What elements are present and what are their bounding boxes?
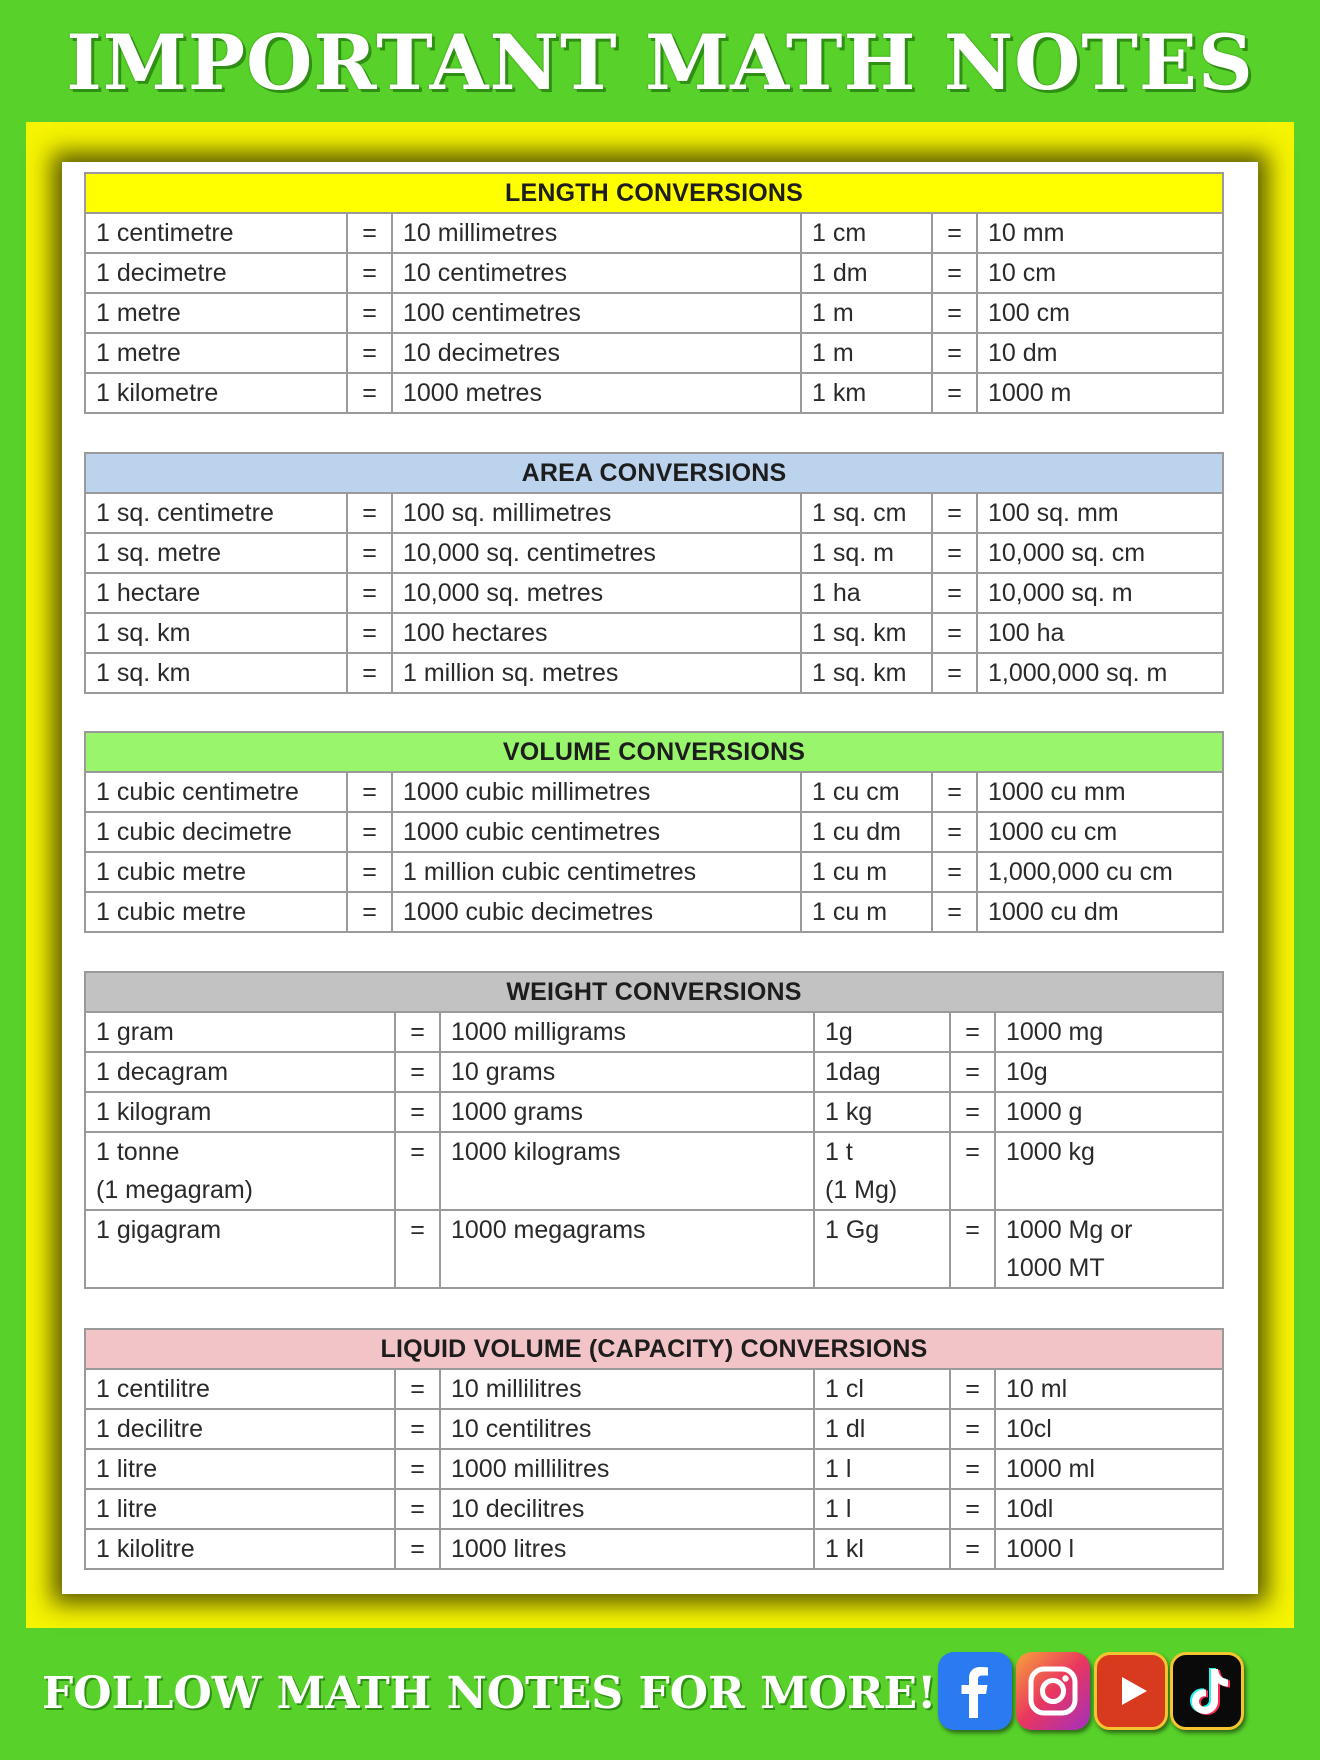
table-row: [85, 373, 1223, 413]
equals-sign: =: [395, 1489, 440, 1529]
cell: 1 cubic centimetre: [85, 772, 347, 812]
equals-sign: =: [932, 333, 977, 373]
equals-sign: =: [932, 852, 977, 892]
length-section: [84, 172, 1222, 414]
cell: 1 dm: [801, 253, 932, 293]
cell: 1 cubic decimetre: [85, 812, 347, 852]
cell: 1000 cu mm: [977, 772, 1223, 812]
cell: 1 sq. km: [801, 613, 932, 653]
cell: 1000 cu dm: [977, 892, 1223, 932]
cell: 10,000 sq. metres: [392, 573, 801, 613]
table-row: [85, 1052, 1223, 1092]
cell: 10g: [995, 1052, 1223, 1092]
table-row: [85, 1409, 1223, 1449]
cell: 10 cm: [977, 253, 1223, 293]
cell: 1000 grams: [440, 1092, 814, 1132]
cell: 1 cl: [814, 1369, 950, 1409]
cell: 1 cu m: [801, 852, 932, 892]
cell: 100 ha: [977, 613, 1223, 653]
cell: 1 million sq. metres: [392, 653, 801, 693]
tiktok-icon[interactable]: [1170, 1652, 1244, 1730]
cell: 1 metre: [85, 293, 347, 333]
instagram-icon[interactable]: [1016, 1652, 1090, 1730]
table-row: [85, 1369, 1223, 1409]
cell: 10,000 sq. centimetres: [392, 533, 801, 573]
cell: 100 centimetres: [392, 293, 801, 333]
facebook-icon[interactable]: [938, 1652, 1012, 1730]
cell: 1 kg: [814, 1092, 950, 1132]
cell: 1 kilometre: [85, 373, 347, 413]
page-title: IMPORTANT MATH NOTES: [66, 18, 1254, 107]
cell: 1 sq. cm: [801, 493, 932, 533]
cell: 1000 ml: [995, 1449, 1223, 1489]
length-table: [84, 172, 1224, 414]
cell: 1000 m: [977, 373, 1223, 413]
cell: 100 hectares: [392, 613, 801, 653]
cell: 10 millilitres: [440, 1369, 814, 1409]
cell: 10cl: [995, 1409, 1223, 1449]
cell: 1000 cubic millimetres: [392, 772, 801, 812]
cell: 1 cu m: [801, 892, 932, 932]
table-row: [85, 333, 1223, 373]
cell: 1 kl: [814, 1529, 950, 1569]
table-row: [85, 613, 1223, 653]
equals-sign: =: [347, 852, 392, 892]
equals-sign: =: [932, 772, 977, 812]
equals-sign: =: [347, 493, 392, 533]
equals-sign: =: [932, 533, 977, 573]
cell: 1 hectare: [85, 573, 347, 613]
weight-title: WEIGHT CONVERSIONS: [85, 972, 1223, 1012]
equals-sign: =: [950, 1369, 995, 1409]
table-row: [85, 812, 1223, 852]
equals-sign: =: [932, 653, 977, 693]
table-row: [85, 1210, 1223, 1288]
equals-sign: =: [395, 1210, 440, 1288]
cell: [85, 1132, 395, 1210]
cell: 1000 millilitres: [440, 1449, 814, 1489]
area-title: AREA CONVERSIONS: [85, 453, 1223, 493]
equals-sign: =: [950, 1052, 995, 1092]
equals-sign: =: [347, 892, 392, 932]
cell: 1000 kg: [995, 1132, 1223, 1210]
cell: 100 sq. mm: [977, 493, 1223, 533]
equals-sign: =: [347, 293, 392, 333]
cell: 1 sq. centimetre: [85, 493, 347, 533]
equals-sign: =: [932, 373, 977, 413]
equals-sign: =: [950, 1529, 995, 1569]
equals-sign: =: [347, 533, 392, 573]
equals-sign: =: [932, 253, 977, 293]
cell: 10 centilitres: [440, 1409, 814, 1449]
cell: 10dl: [995, 1489, 1223, 1529]
equals-sign: =: [347, 613, 392, 653]
equals-sign: =: [395, 1012, 440, 1052]
cell: 1 metre: [85, 333, 347, 373]
cell: 1 sq. km: [85, 613, 347, 653]
cell: 1 litre: [85, 1449, 395, 1489]
equals-sign: =: [950, 1210, 995, 1288]
equals-sign: =: [932, 613, 977, 653]
cell: 1 dl: [814, 1409, 950, 1449]
cell: 1 m: [801, 293, 932, 333]
cell: 1 litre: [85, 1489, 395, 1529]
table-row: [85, 852, 1223, 892]
equals-sign: =: [950, 1012, 995, 1052]
cell: 1 cm: [801, 213, 932, 253]
cell: 1 cubic metre: [85, 852, 347, 892]
cell-line: (1 megagram): [96, 1176, 253, 1204]
cell: 1 l: [814, 1449, 950, 1489]
area-section: [84, 452, 1222, 694]
cell: 1 km: [801, 373, 932, 413]
table-row: [85, 533, 1223, 573]
cell: 1000 megagrams: [440, 1210, 814, 1288]
equals-sign: =: [347, 573, 392, 613]
weight-table: [84, 971, 1224, 1289]
cell-line: 1 tonne: [96, 1138, 180, 1166]
cell: 1g: [814, 1012, 950, 1052]
equals-sign: =: [395, 1449, 440, 1489]
cell: 1 ha: [801, 573, 932, 613]
cell: 1000 milligrams: [440, 1012, 814, 1052]
liquid-table: [84, 1328, 1224, 1570]
table-row: [85, 213, 1223, 253]
cell: 1000 kilograms: [440, 1132, 814, 1210]
cell: 10 ml: [995, 1369, 1223, 1409]
footer-cta: FOLLOW MATH NOTES FOR MORE!: [42, 1668, 937, 1719]
cell: 10 decimetres: [392, 333, 801, 373]
cell-line: (1 Mg): [825, 1176, 898, 1204]
area-table: [84, 452, 1224, 694]
table-row: [85, 573, 1223, 613]
cell: 1 sq. m: [801, 533, 932, 573]
cell-line: 1000 MT: [1006, 1254, 1105, 1282]
equals-sign: =: [347, 253, 392, 293]
cell: 1 Gg: [814, 1210, 950, 1288]
cell: 10,000 sq. cm: [977, 533, 1223, 573]
cell: 100 sq. millimetres: [392, 493, 801, 533]
weight-section: [84, 971, 1222, 1289]
cell: 1000 metres: [392, 373, 801, 413]
equals-sign: =: [395, 1409, 440, 1449]
cell: 1000 l: [995, 1529, 1223, 1569]
cell: 1 cu cm: [801, 772, 932, 812]
cell-line: 1 t: [825, 1138, 853, 1166]
equals-sign: =: [950, 1092, 995, 1132]
table-row: [85, 1489, 1223, 1529]
table-row: [85, 772, 1223, 812]
cell: 1000 g: [995, 1092, 1223, 1132]
cell: 1000 cubic decimetres: [392, 892, 801, 932]
cell: 1 cu dm: [801, 812, 932, 852]
cell: 1000 mg: [995, 1012, 1223, 1052]
equals-sign: =: [347, 812, 392, 852]
cell-line: 1000 Mg or: [1006, 1216, 1133, 1244]
cell: 1 sq. km: [801, 653, 932, 693]
liquid-title: LIQUID VOLUME (CAPACITY) CONVERSIONS: [85, 1329, 1223, 1369]
cell: 10 dm: [977, 333, 1223, 373]
cell: 1 decagram: [85, 1052, 395, 1092]
equals-sign: =: [395, 1369, 440, 1409]
cell: 10 centimetres: [392, 253, 801, 293]
equals-sign: =: [950, 1409, 995, 1449]
cell: [995, 1210, 1223, 1288]
table-row: [85, 1449, 1223, 1489]
cell: 1 centilitre: [85, 1369, 395, 1409]
cell: 1 gigagram: [85, 1210, 395, 1288]
equals-sign: =: [395, 1529, 440, 1569]
volume-section: [84, 731, 1222, 933]
cell: 1 sq. metre: [85, 533, 347, 573]
table-row: [85, 493, 1223, 533]
table-row: [85, 653, 1223, 693]
cell: 10,000 sq. m: [977, 573, 1223, 613]
table-row: [85, 1132, 1223, 1210]
equals-sign: =: [932, 293, 977, 333]
table-row: [85, 892, 1223, 932]
cell: 1 gram: [85, 1012, 395, 1052]
cell: 1 kilogram: [85, 1092, 395, 1132]
cell: 1 cubic metre: [85, 892, 347, 932]
liquid-section: [84, 1328, 1222, 1570]
equals-sign: =: [932, 213, 977, 253]
equals-sign: =: [395, 1132, 440, 1210]
equals-sign: =: [932, 493, 977, 533]
youtube-icon[interactable]: [1094, 1652, 1168, 1730]
cell: 1,000,000 cu cm: [977, 852, 1223, 892]
equals-sign: =: [347, 653, 392, 693]
cell: 1dag: [814, 1052, 950, 1092]
equals-sign: =: [932, 892, 977, 932]
volume-title: VOLUME CONVERSIONS: [85, 732, 1223, 772]
cell: 1 kilolitre: [85, 1529, 395, 1569]
equals-sign: =: [932, 573, 977, 613]
cell: [814, 1132, 950, 1210]
table-row: [85, 1012, 1223, 1052]
equals-sign: =: [950, 1449, 995, 1489]
table-row: [85, 253, 1223, 293]
table-row: [85, 1092, 1223, 1132]
table-row: [85, 293, 1223, 333]
equals-sign: =: [395, 1092, 440, 1132]
cell: 1 decilitre: [85, 1409, 395, 1449]
volume-table: [84, 731, 1224, 933]
cell: 10 grams: [440, 1052, 814, 1092]
cell: 1000 cu cm: [977, 812, 1223, 852]
cell: 1 l: [814, 1489, 950, 1529]
equals-sign: =: [347, 213, 392, 253]
cell: 1 decimetre: [85, 253, 347, 293]
equals-sign: =: [347, 333, 392, 373]
cell: 10 decilitres: [440, 1489, 814, 1529]
cell: 10 mm: [977, 213, 1223, 253]
equals-sign: =: [950, 1132, 995, 1210]
cell: 1,000,000 sq. m: [977, 653, 1223, 693]
equals-sign: =: [395, 1052, 440, 1092]
equals-sign: =: [347, 772, 392, 812]
table-row: [85, 1529, 1223, 1569]
equals-sign: =: [932, 812, 977, 852]
cell: 1 million cubic centimetres: [392, 852, 801, 892]
cell: 100 cm: [977, 293, 1223, 333]
cell: 1 centimetre: [85, 213, 347, 253]
length-title: LENGTH CONVERSIONS: [85, 173, 1223, 213]
equals-sign: =: [347, 373, 392, 413]
equals-sign: =: [950, 1489, 995, 1529]
cell: 1000 cubic centimetres: [392, 812, 801, 852]
cell: 1 sq. km: [85, 653, 347, 693]
cell: 1 m: [801, 333, 932, 373]
cell: 10 millimetres: [392, 213, 801, 253]
cell: 1000 litres: [440, 1529, 814, 1569]
